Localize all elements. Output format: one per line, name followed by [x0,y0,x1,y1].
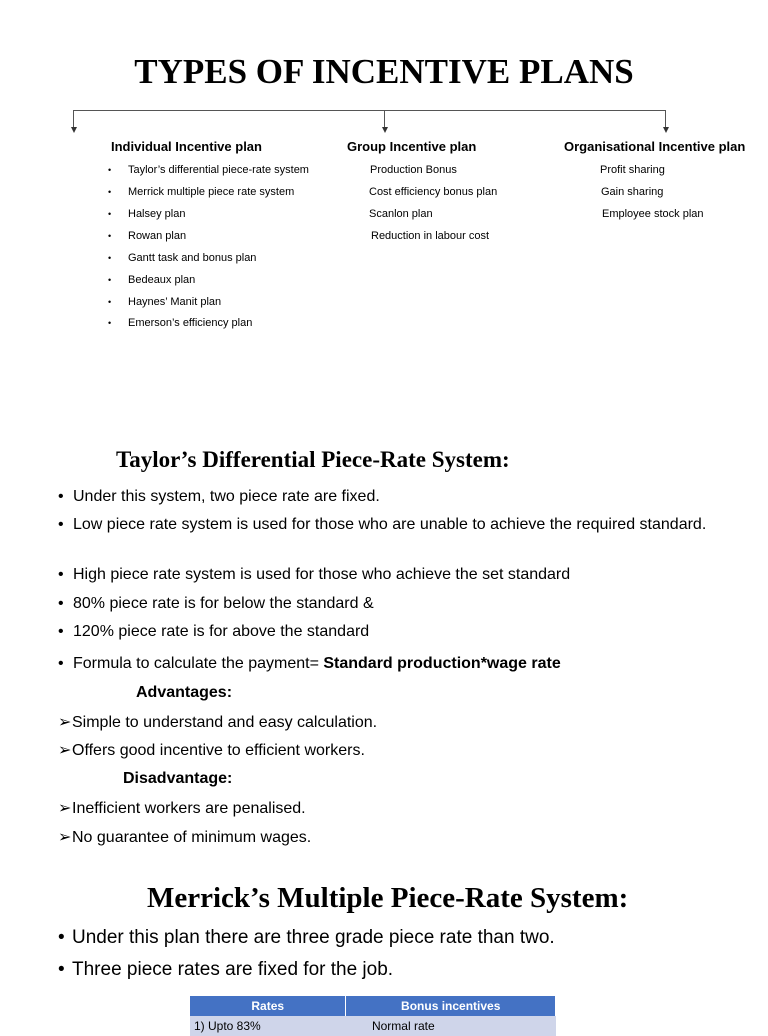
table-cell: Normal rate [346,1016,556,1036]
individual-plan-heading: Individual Incentive plan [111,139,262,154]
list-item: Reduction in labour cost [371,230,490,242]
advantages-label: Advantages: [136,684,233,701]
disadvantage-item: ➢Inefficient workers are penalised. [58,800,306,817]
advantage-item: ➢Simple to understand and easy calculation. [58,714,378,731]
disadvantage-label: Disadvantage: [123,770,233,787]
merrick-point: • Three piece rates are fixed for the job. [58,959,394,980]
list-item: Gain sharing [601,186,664,198]
disadvantage-item: ➢No guarantee of minimum wages. [58,829,312,846]
page-title: TYPES OF INCENTIVE PLANS [134,52,634,91]
list-item: Employee stock plan [602,208,704,220]
table-cell: 1) Upto 83% [190,1016,346,1036]
table-header-bonus: Bonus incentives [346,996,556,1016]
list-item: Production Bonus [370,164,457,176]
list-item: Profit sharing [600,164,665,176]
list-item: Scanlon plan [369,208,433,220]
list-item: Cost efficiency bonus plan [369,186,498,198]
organisational-plan-heading: Organisational Incentive plan [564,139,746,154]
merrick-section-title: Merrick’s Multiple Piece-Rate System: [147,882,629,914]
rates-table [190,996,556,1036]
table-row [190,1016,556,1036]
advantage-item: ➢Offers good incentive to efficient workers. [58,742,365,759]
taylor-section-title: Taylor’s Differential Piece-Rate System: [116,447,510,472]
merrick-point: • Under this plan there are three grade piece rate than two. [58,927,555,948]
table-header-rates: Rates [190,996,346,1016]
group-plan-heading: Group Incentive plan [347,139,477,154]
